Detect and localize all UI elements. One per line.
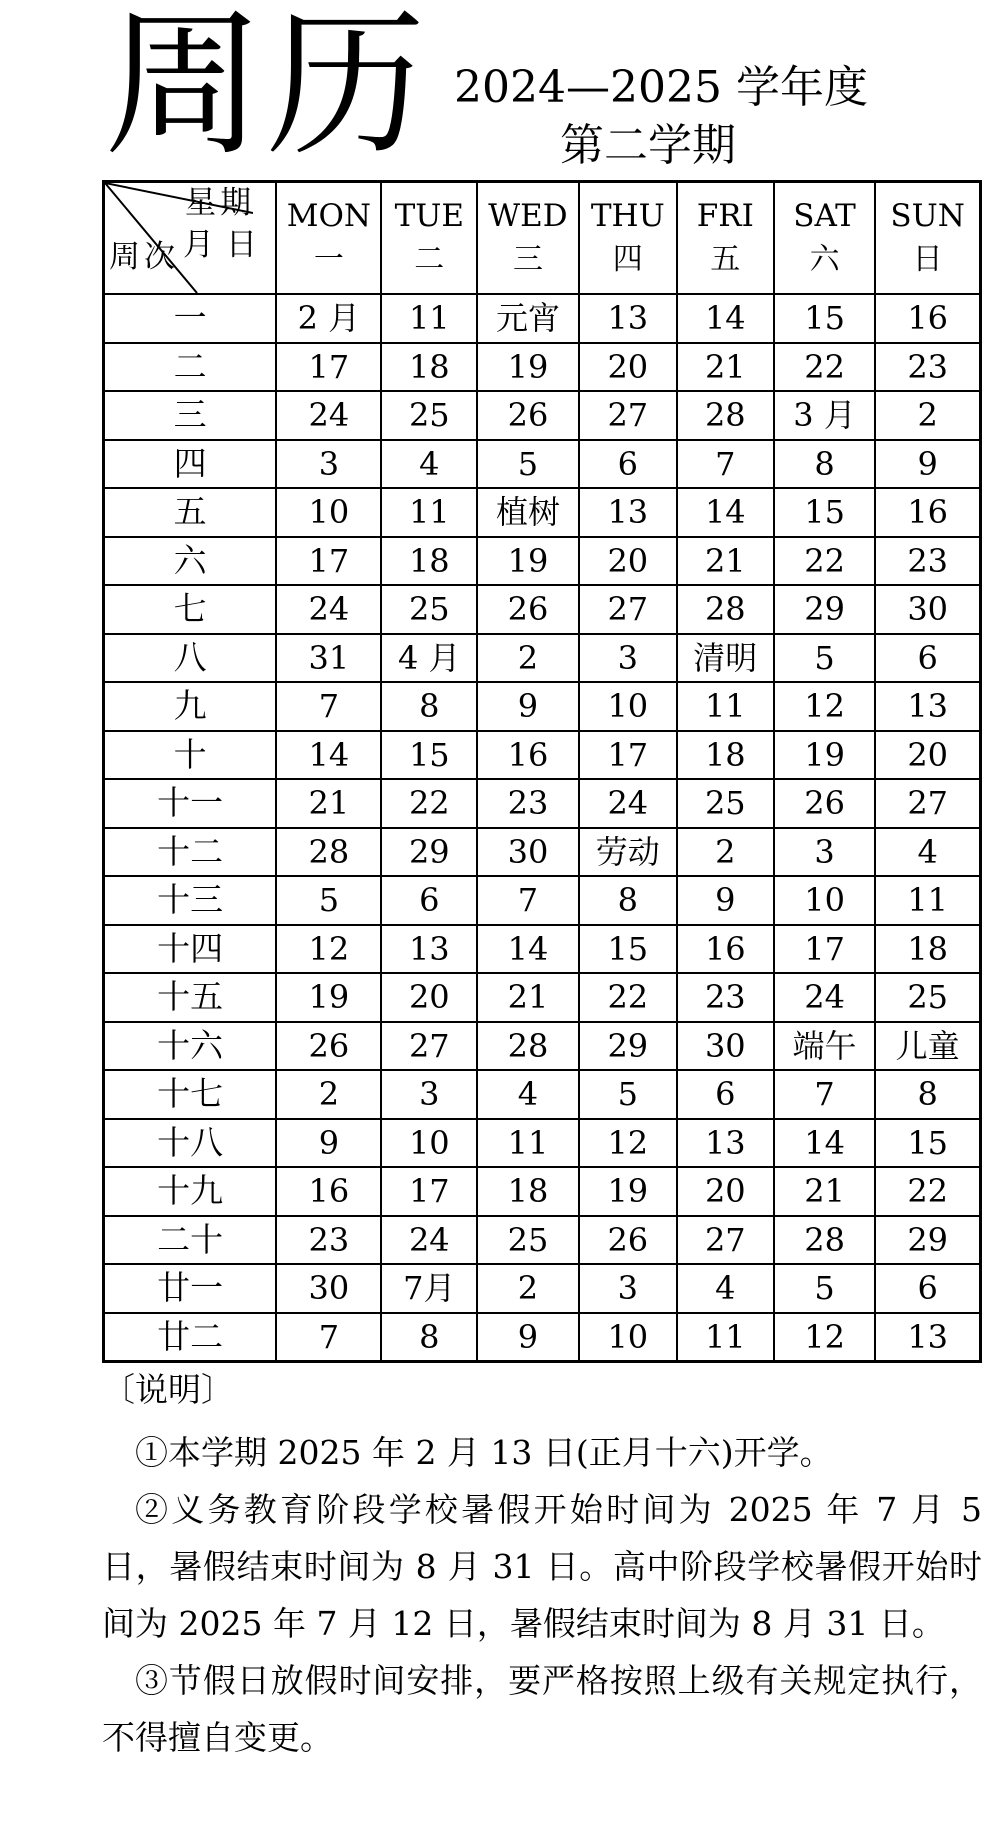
date-cell: 17 <box>276 537 381 586</box>
note-item: ②义务教育阶段学校暑假开始时间为 2025 年 7 月 5 日，暑假结束时间为 8 月 31 日。高中阶段学校暑假开始时间为 2025 年 7 月 12 日，暑假结束时间为 8 月 31 日。 <box>102 1490 982 1643</box>
date-cell: 13 <box>381 925 477 974</box>
date-cell: 25 <box>477 1216 579 1265</box>
date-cell: 16 <box>276 1167 381 1216</box>
corner-yueri-label: 月日 <box>183 227 269 263</box>
date-cell: 19 <box>477 343 579 392</box>
date-cell: 5 <box>579 1070 677 1119</box>
date-cell: 26 <box>477 585 579 634</box>
date-cell: 22 <box>774 343 876 392</box>
date-cell: 3 <box>381 1070 477 1119</box>
date-cell: 4 <box>477 1070 579 1119</box>
date-cell: 27 <box>677 1216 774 1265</box>
date-cell: 3 <box>774 828 876 877</box>
day-cn: 四 <box>612 242 643 277</box>
date-cell: 7 <box>276 682 381 731</box>
date-cell: 30 <box>677 1022 774 1071</box>
week-row <box>104 1119 981 1168</box>
date-cell: 3 <box>579 634 677 683</box>
day-en: SAT <box>793 198 856 234</box>
week-row <box>104 973 981 1022</box>
date-cell: 29 <box>875 1216 980 1265</box>
date-cell: 16 <box>875 488 980 537</box>
page-title: 周历 <box>104 0 429 178</box>
day-header-sat <box>774 182 876 295</box>
marker-cell: 3 月 <box>774 391 876 440</box>
week-number: 十七 <box>104 1070 277 1119</box>
date-cell: 12 <box>579 1119 677 1168</box>
week-number: 二十 <box>104 1216 277 1265</box>
date-cell: 6 <box>677 1070 774 1119</box>
week-number: 二 <box>104 343 277 392</box>
week-number: 五 <box>104 488 277 537</box>
date-cell: 28 <box>477 1022 579 1071</box>
date-cell: 19 <box>579 1167 677 1216</box>
day-en: MON <box>286 198 372 234</box>
week-number: 廿一 <box>104 1264 277 1313</box>
day-en: SUN <box>890 198 965 234</box>
date-cell: 30 <box>875 585 980 634</box>
date-cell: 5 <box>276 876 381 925</box>
week-number: 廿二 <box>104 1313 277 1362</box>
date-cell: 2 <box>276 1070 381 1119</box>
date-cell: 29 <box>774 585 876 634</box>
date-cell: 2 <box>477 1264 579 1313</box>
header-row <box>104 182 981 295</box>
date-cell: 20 <box>381 973 477 1022</box>
day-cn: 五 <box>710 242 741 277</box>
week-row <box>104 1264 981 1313</box>
week-calendar-table <box>102 180 982 1363</box>
week-number: 九 <box>104 682 277 731</box>
day-cn: 日 <box>912 242 943 277</box>
week-number: 十 <box>104 731 277 780</box>
date-cell: 11 <box>875 876 980 925</box>
week-row <box>104 537 981 586</box>
date-cell: 15 <box>381 731 477 780</box>
week-row <box>104 343 981 392</box>
date-cell: 21 <box>677 537 774 586</box>
week-number: 八 <box>104 634 277 683</box>
week-row <box>104 1167 981 1216</box>
week-number: 十三 <box>104 876 277 925</box>
date-cell: 4 <box>677 1264 774 1313</box>
date-cell: 27 <box>381 1022 477 1071</box>
week-row <box>104 1022 981 1071</box>
day-en: WED <box>488 198 568 234</box>
date-cell: 20 <box>875 731 980 780</box>
date-cell: 24 <box>774 973 876 1022</box>
marker-cell: 端午 <box>774 1022 876 1071</box>
date-cell: 31 <box>276 634 381 683</box>
day-en: FRI <box>696 198 754 234</box>
date-cell: 10 <box>276 488 381 537</box>
date-cell: 7 <box>276 1313 381 1362</box>
date-cell: 2 <box>477 634 579 683</box>
week-row <box>104 488 981 537</box>
date-cell: 18 <box>381 537 477 586</box>
week-row <box>104 391 981 440</box>
week-row <box>104 440 981 489</box>
date-cell: 17 <box>381 1167 477 1216</box>
date-cell: 17 <box>579 731 677 780</box>
date-cell: 6 <box>381 876 477 925</box>
day-header-wed <box>477 182 579 295</box>
date-cell: 12 <box>276 925 381 974</box>
date-cell: 8 <box>579 876 677 925</box>
date-cell: 12 <box>774 682 876 731</box>
date-cell: 13 <box>579 488 677 537</box>
date-cell: 21 <box>774 1167 876 1216</box>
date-cell: 30 <box>276 1264 381 1313</box>
date-cell: 10 <box>579 682 677 731</box>
date-cell: 27 <box>579 391 677 440</box>
week-number: 七 <box>104 585 277 634</box>
date-cell: 25 <box>381 391 477 440</box>
date-cell: 10 <box>579 1313 677 1362</box>
date-cell: 9 <box>477 1313 579 1362</box>
date-cell: 19 <box>276 973 381 1022</box>
date-cell: 29 <box>381 828 477 877</box>
date-cell: 18 <box>477 1167 579 1216</box>
date-cell: 26 <box>477 391 579 440</box>
date-cell: 10 <box>774 876 876 925</box>
week-number: 六 <box>104 537 277 586</box>
date-cell: 28 <box>276 828 381 877</box>
week-number: 十八 <box>104 1119 277 1168</box>
date-cell: 18 <box>677 731 774 780</box>
week-row <box>104 1313 981 1362</box>
date-cell: 15 <box>875 1119 980 1168</box>
day-cn: 六 <box>809 242 840 277</box>
date-cell: 8 <box>381 1313 477 1362</box>
corner-cell <box>104 182 277 295</box>
week-row <box>104 634 981 683</box>
date-cell: 18 <box>381 343 477 392</box>
date-cell: 28 <box>677 391 774 440</box>
date-cell: 25 <box>677 779 774 828</box>
note-item: ①本学期 2025 年 2 月 13 日(正月十六)开学。 <box>135 1433 833 1472</box>
note-item: ③节假日放假时间安排，要严格按照上级有关规定执行，不得擅自变更。 <box>102 1661 982 1757</box>
date-cell: 11 <box>677 682 774 731</box>
date-cell: 7 <box>677 440 774 489</box>
date-cell: 20 <box>677 1167 774 1216</box>
date-cell: 7 <box>477 876 579 925</box>
day-header-mon <box>276 182 381 295</box>
day-cn: 二 <box>414 242 445 277</box>
date-cell: 9 <box>677 876 774 925</box>
date-cell: 26 <box>276 1022 381 1071</box>
date-cell: 16 <box>677 925 774 974</box>
day-en: THU <box>590 198 665 234</box>
week-row <box>104 925 981 974</box>
date-cell: 24 <box>276 585 381 634</box>
marker-cell: 2 月 <box>276 294 381 343</box>
date-cell: 9 <box>477 682 579 731</box>
notes-heading: 〔说明〕 <box>102 1370 234 1409</box>
date-cell: 27 <box>875 779 980 828</box>
date-cell: 17 <box>774 925 876 974</box>
day-cn: 一 <box>313 242 344 277</box>
date-cell: 10 <box>381 1119 477 1168</box>
date-cell: 9 <box>276 1119 381 1168</box>
date-cell: 25 <box>381 585 477 634</box>
date-cell: 9 <box>875 440 980 489</box>
date-cell: 24 <box>579 779 677 828</box>
date-cell: 14 <box>477 925 579 974</box>
date-cell: 4 <box>875 828 980 877</box>
week-number: 十九 <box>104 1167 277 1216</box>
date-cell: 15 <box>579 925 677 974</box>
marker-cell: 植树 <box>477 488 579 537</box>
date-cell: 5 <box>477 440 579 489</box>
week-number: 一 <box>104 294 277 343</box>
day-header-fri <box>677 182 774 295</box>
date-cell: 13 <box>579 294 677 343</box>
date-cell: 8 <box>774 440 876 489</box>
date-cell: 23 <box>875 537 980 586</box>
date-cell: 26 <box>774 779 876 828</box>
date-cell: 14 <box>677 294 774 343</box>
date-cell: 23 <box>477 779 579 828</box>
date-cell: 4 <box>381 440 477 489</box>
week-row <box>104 682 981 731</box>
academic-year: 2024—2025 学年度 <box>454 62 868 113</box>
date-cell: 17 <box>276 343 381 392</box>
date-cell: 11 <box>677 1313 774 1362</box>
week-row <box>104 585 981 634</box>
week-number: 十四 <box>104 925 277 974</box>
date-cell: 13 <box>875 682 980 731</box>
date-cell: 11 <box>381 294 477 343</box>
week-row <box>104 731 981 780</box>
week-row <box>104 828 981 877</box>
week-number: 四 <box>104 440 277 489</box>
date-cell: 25 <box>875 973 980 1022</box>
date-cell: 8 <box>381 682 477 731</box>
date-cell: 28 <box>774 1216 876 1265</box>
semester-label: 第二学期 <box>560 120 736 171</box>
marker-cell: 元宵 <box>477 294 579 343</box>
date-cell: 22 <box>381 779 477 828</box>
date-cell: 23 <box>677 973 774 1022</box>
week-number: 十二 <box>104 828 277 877</box>
marker-cell: 7月 <box>381 1264 477 1313</box>
date-cell: 3 <box>276 440 381 489</box>
date-cell: 14 <box>677 488 774 537</box>
date-cell: 19 <box>477 537 579 586</box>
corner-zhouci-label: 周次 <box>109 239 179 275</box>
date-cell: 29 <box>579 1022 677 1071</box>
date-cell: 15 <box>774 488 876 537</box>
date-cell: 20 <box>579 537 677 586</box>
date-cell: 5 <box>774 634 876 683</box>
day-en: TUE <box>394 198 465 234</box>
date-cell: 24 <box>381 1216 477 1265</box>
marker-cell: 劳动 <box>579 828 677 877</box>
marker-cell: 清明 <box>677 634 774 683</box>
date-cell: 22 <box>579 973 677 1022</box>
week-number: 十一 <box>104 779 277 828</box>
date-cell: 8 <box>875 1070 980 1119</box>
date-cell: 7 <box>774 1070 876 1119</box>
date-cell: 24 <box>276 391 381 440</box>
date-cell: 27 <box>579 585 677 634</box>
date-cell: 16 <box>477 731 579 780</box>
week-row <box>104 779 981 828</box>
date-cell: 16 <box>875 294 980 343</box>
date-cell: 14 <box>774 1119 876 1168</box>
date-cell: 11 <box>477 1119 579 1168</box>
week-number: 十六 <box>104 1022 277 1071</box>
date-cell: 21 <box>276 779 381 828</box>
date-cell: 11 <box>381 488 477 537</box>
date-cell: 6 <box>875 634 980 683</box>
date-cell: 26 <box>579 1216 677 1265</box>
week-row <box>104 1070 981 1119</box>
day-header-tue <box>381 182 477 295</box>
date-cell: 20 <box>579 343 677 392</box>
date-cell: 28 <box>677 585 774 634</box>
marker-cell: 4 月 <box>381 634 477 683</box>
date-cell: 14 <box>276 731 381 780</box>
date-cell: 21 <box>677 343 774 392</box>
week-number: 三 <box>104 391 277 440</box>
date-cell: 19 <box>774 731 876 780</box>
date-cell: 23 <box>276 1216 381 1265</box>
date-cell: 12 <box>774 1313 876 1362</box>
week-number: 十五 <box>104 973 277 1022</box>
date-cell: 13 <box>875 1313 980 1362</box>
date-cell: 15 <box>774 294 876 343</box>
corner-xingqi-label: 星期 <box>185 185 255 221</box>
date-cell: 30 <box>477 828 579 877</box>
date-cell: 6 <box>875 1264 980 1313</box>
date-cell: 23 <box>875 343 980 392</box>
week-row <box>104 876 981 925</box>
date-cell: 3 <box>579 1264 677 1313</box>
day-cn: 三 <box>512 242 543 277</box>
date-cell: 18 <box>875 925 980 974</box>
week-row <box>104 294 981 343</box>
date-cell: 6 <box>579 440 677 489</box>
date-cell: 22 <box>774 537 876 586</box>
notes-section <box>102 1370 982 1766</box>
date-cell: 5 <box>774 1264 876 1313</box>
date-cell: 13 <box>677 1119 774 1168</box>
date-cell: 2 <box>875 391 980 440</box>
marker-cell: 儿童 <box>875 1022 980 1071</box>
date-cell: 2 <box>677 828 774 877</box>
week-row <box>104 1216 981 1265</box>
day-header-thu <box>579 182 677 295</box>
date-cell: 21 <box>477 973 579 1022</box>
day-header-sun <box>875 182 980 295</box>
calendar-body <box>104 294 981 1362</box>
date-cell: 22 <box>875 1167 980 1216</box>
